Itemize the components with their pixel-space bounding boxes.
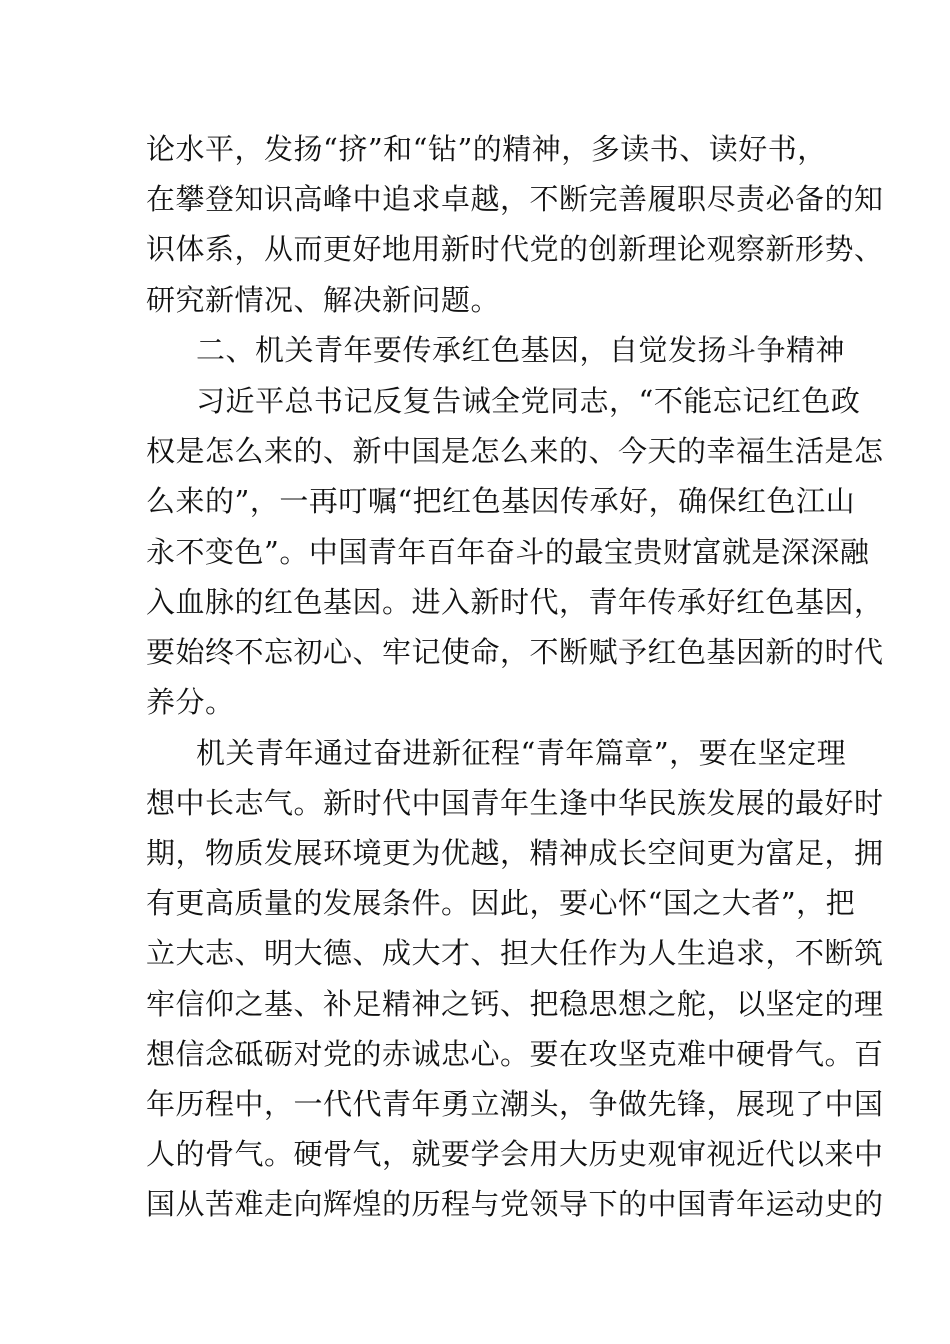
text-line: 要始终不忘初心、牢记使命，不断赋予红色基因新的时代: [146, 635, 884, 669]
text-line: 想信念砥砺对党的赤诚忠心。要在攻坚克难中硬骨气。百: [146, 1037, 884, 1071]
text-line: 养分。: [146, 685, 235, 719]
text-line: 习近平总书记反复告诫全党同志，“不能忘记红色政: [196, 384, 861, 418]
text-line: 研究新情况、解决新问题。: [146, 283, 501, 317]
text-line: 有更高质量的发展条件。因此，要心怀“国之大者”，把: [146, 886, 856, 920]
text-line: 识体系，从而更好地用新时代党的创新理论观察新形势、: [146, 232, 884, 266]
text-line: 论水平，发扬“挤”和“钻”的精神，多读书、读好书，: [146, 132, 827, 166]
text-line: 权是怎么来的、新中国是怎么来的、今天的幸福生活是怎: [146, 434, 884, 468]
text-line: 牢信仰之基、补足精神之钙、把稳思想之舵，以坚定的理: [146, 987, 884, 1021]
text-line: 立大志、明大德、成大才、担大任作为人生追求，不断筑: [146, 936, 884, 970]
text-line: 机关青年通过奋进新征程“青年篇章”，要在坚定理: [196, 736, 847, 770]
text-line: 想中长志气。新时代中国青年生逢中华民族发展的最好时: [146, 786, 884, 820]
text-line: 么来的”，一再叮嘱“把红色基因传承好，确保红色江山: [146, 484, 856, 518]
section-heading: 二、机关青年要传承红色基因，自觉发扬斗争精神: [196, 333, 846, 367]
text-line: 期，物质发展环境更为优越，精神成长空间更为富足，拥: [146, 836, 884, 870]
text-line: 永不变色”。中国青年百年奋斗的最宝贵财富就是深深融: [146, 535, 870, 569]
text-line: 入血脉的红色基因。进入新时代，青年传承好红色基因，: [146, 585, 884, 619]
text-line: 年历程中，一代代青年勇立潮头，争做先锋，展现了中国: [146, 1087, 884, 1121]
text-line: 国从苦难走向辉煌的历程与党领导下的中国青年运动史的: [146, 1187, 884, 1221]
text-line: 在攀登知识高峰中追求卓越，不断完善履职尽责必备的知: [146, 182, 884, 216]
text-line: 人的骨气。硬骨气，就要学会用大历史观审视近代以来中: [146, 1137, 884, 1171]
